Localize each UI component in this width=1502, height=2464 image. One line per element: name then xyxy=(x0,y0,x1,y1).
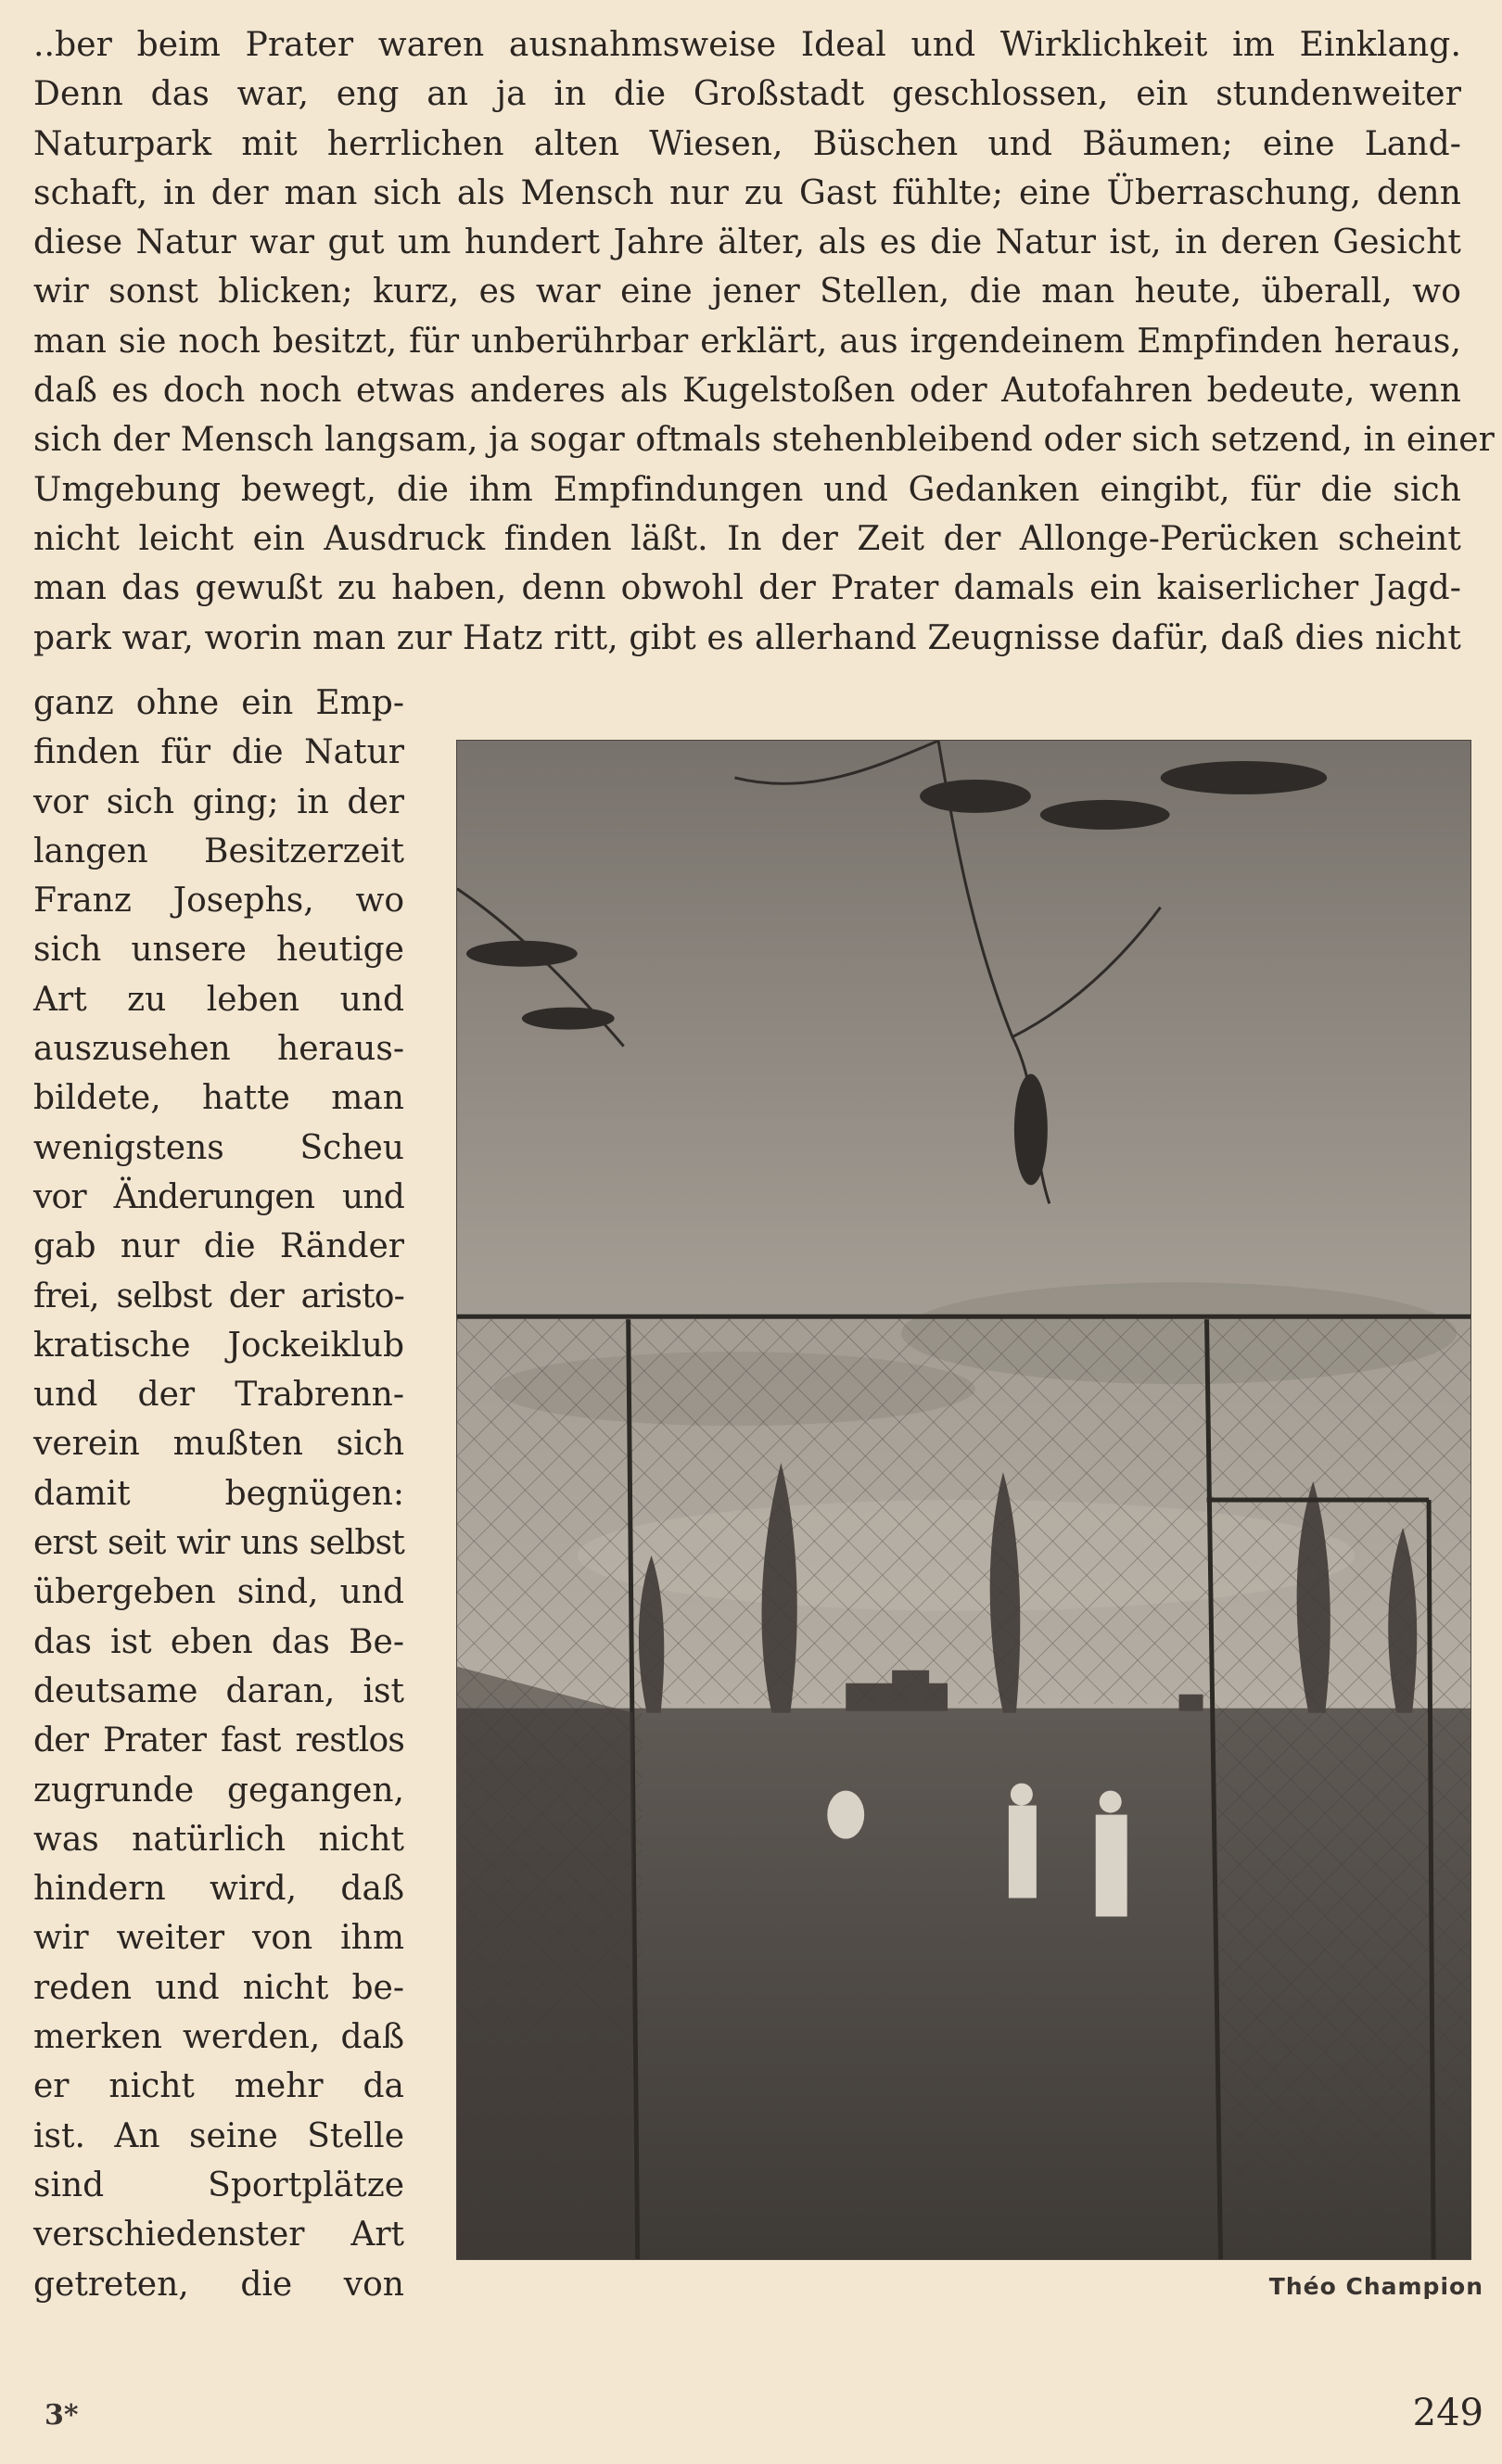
text-line: diese Natur war gut um hundert Jahre älter, als es die Natur ist, in deren Gesicht xyxy=(33,223,1461,262)
text-line: schaft, in der man sich als Mensch nur zu Gast fühlte; eine Überraschung, denn xyxy=(33,173,1461,212)
text-line: sich der Mensch langsam, ja sogar oftmals stehenbleibend oder sich setzend, in einer xyxy=(33,421,1495,460)
text-line: damit begnügen: xyxy=(33,1474,404,1513)
text-line: nicht leicht ein Ausdruck finden läßt. In der Zeit der Allonge-Perücken scheint xyxy=(33,519,1461,558)
illustration-drawing xyxy=(457,741,1470,2259)
text-line: er nicht mehr da xyxy=(33,2067,404,2106)
text-line: und der Trabrenn- xyxy=(33,1376,404,1415)
text-line: verschiedenster Art xyxy=(33,2216,404,2254)
text-line: das ist eben das Be- xyxy=(33,1622,404,1661)
text-line: Umgebung bewegt, die ihm Empfindungen und Gedanken eingibt, für die sich xyxy=(33,470,1461,509)
text-line: man sie noch besitzt, für unberührbar erklärt, aus irgendeinem Empfinden heraus, xyxy=(33,322,1461,361)
text-line: park war, worin man zur Hatz ritt, gibt es allerhand Zeugnisse dafür, daß dies nicht xyxy=(33,618,1461,657)
text-line: verein mußten sich xyxy=(33,1425,404,1464)
text-line: merken werden, daß xyxy=(33,2018,404,2057)
text-line: gab nur die Ränder xyxy=(33,1227,404,1266)
text-line: vor Änderungen und xyxy=(33,1177,404,1216)
text-line: auszusehen heraus- xyxy=(33,1030,404,1069)
text-line: langen Besitzerzeit xyxy=(33,832,404,870)
text-line: bildete, hatte man xyxy=(33,1079,404,1118)
text-line: wenigstens Scheu xyxy=(33,1128,404,1167)
page-number: 249 xyxy=(1412,2392,1483,2434)
text-line: Denn das war, eng an ja in die Großstadt geschlossen, ein stundenweiter xyxy=(33,75,1461,114)
text-line: daß es doch noch etwas anderes als Kugelstoßen oder Autofahren bedeute, wenn xyxy=(33,372,1461,411)
text-line: finden für die Natur xyxy=(33,733,404,772)
text-line: man das gewußt zu haben, denn obwohl der Prater damals ein kaiserlicher Jagd- xyxy=(33,569,1461,608)
text-line: sich unsere heutige xyxy=(33,931,404,970)
text-line: vor sich ging; in der xyxy=(33,782,404,821)
text-line: ist. An seine Stelle xyxy=(33,2116,404,2155)
text-line: erst seit wir uns selbst xyxy=(33,1524,404,1563)
text-line: was natürlich nicht xyxy=(33,1820,404,1859)
printer-signature-mark: 3* xyxy=(45,2399,79,2432)
left-column-text xyxy=(33,679,404,2309)
text-line: kratische Jockeiklub xyxy=(33,1326,404,1365)
top-paragraph xyxy=(33,20,1495,663)
text-line: übergeben sind, und xyxy=(33,1573,404,1612)
tennis-court-illustration xyxy=(456,740,1471,2260)
text-line: zugrunde gegangen, xyxy=(33,1771,404,1810)
illustration-credit: Théo Champion xyxy=(1268,2273,1483,2300)
text-line: wir weiter von ihm xyxy=(33,1919,404,1958)
text-line: der Prater fast restlos xyxy=(33,1721,404,1760)
text-line: sind Sportplätze xyxy=(33,2166,404,2204)
text-line: reden und nicht be- xyxy=(33,1968,404,2007)
text-line: Naturpark mit herrlichen alten Wiesen, Büschen und Bäumen; eine Land- xyxy=(33,124,1461,163)
text-line: hindern wird, daß xyxy=(33,1870,404,1909)
text-line: deutsame daran, ist xyxy=(33,1671,404,1710)
text-line: frei, selbst der aristo- xyxy=(33,1276,404,1315)
text-line: getreten, die von xyxy=(33,2265,404,2304)
text-line: wir sonst blicken; kurz, es war eine jener Stellen, die man heute, überall, wo xyxy=(33,273,1461,311)
text-line: ..ber beim Prater waren ausnahmsweise Ideal und Wirklichkeit im Einklang. xyxy=(33,26,1461,64)
text-line: Art zu leben und xyxy=(33,980,404,1019)
text-line: ganz ohne ein Emp- xyxy=(33,684,404,722)
text-line: Franz Josephs, wo xyxy=(33,882,404,921)
